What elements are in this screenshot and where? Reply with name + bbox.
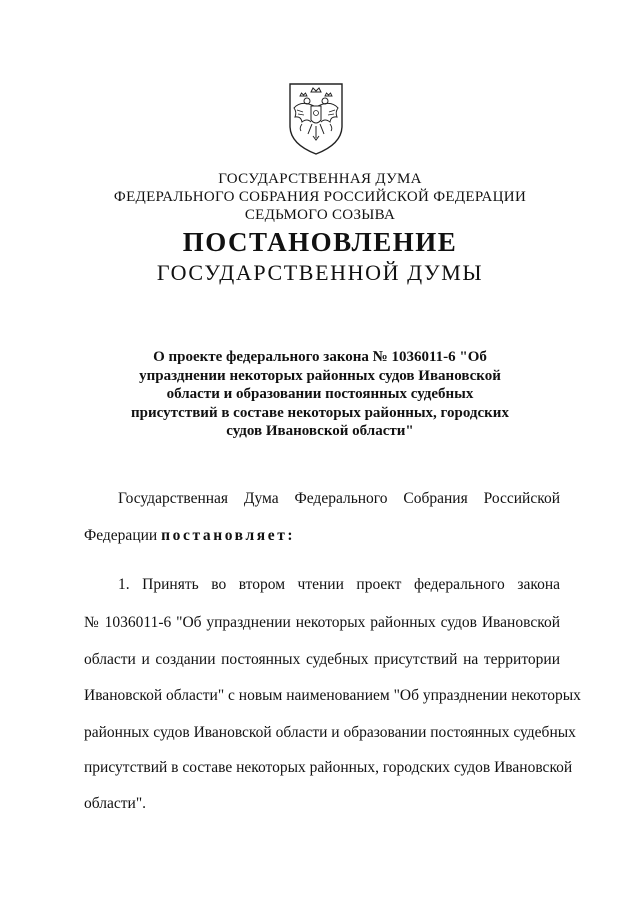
item1-line: № 1036011-6 "Об упразднении некоторых районных судов Ивановской [84,614,560,631]
item1-line: 1. Принять во втором чтении проект федерального закона [118,576,560,593]
russian-coat-of-arms-emblem [287,82,345,156]
item1-line: области и создании постоянных судебных присутствий на территории [84,651,560,668]
preamble-federation-word: Федерации [84,527,158,544]
item1-line: присутствий в составе некоторых районных, городских судов Ивановской [84,759,573,776]
document-subtitle: ГОСУДАРСТВЕННОЙ ДУМЫ [156,260,484,285]
resolution-subject: О проекте федерального закона № 1036011-6 "Об упразднении некоторых районных судов Ивановской области и образовании постоянных судебных присутствий в составе некоторых районных, городских судов Ивановской области" [131,349,509,439]
header-line-federal-assembly: ФЕДЕРАЛЬНОГО СОБРАНИЯ РОССИЙСКОЙ ФЕДЕРАЦИИ [113,189,527,205]
preamble-resolves-word: постановляет: [161,527,296,544]
preamble-line-1: Государственная Дума Федерального Собрания Российской [118,490,560,507]
header-line-convocation: СЕДЬМОГО СОЗЫВА [244,207,396,223]
header-line-duma: ГОСУДАРСТВЕННАЯ ДУМА [218,171,422,187]
document-title: ПОСТАНОВЛЕНИЕ [182,227,458,257]
preamble-line-2 [84,527,560,545]
item1-line: Ивановской области" с новым наименованием "Об упразднении некоторых [84,687,581,704]
item1-line: области". [84,795,147,812]
item1-line: районных судов Ивановской области и образовании постоянных судебных [84,724,576,741]
